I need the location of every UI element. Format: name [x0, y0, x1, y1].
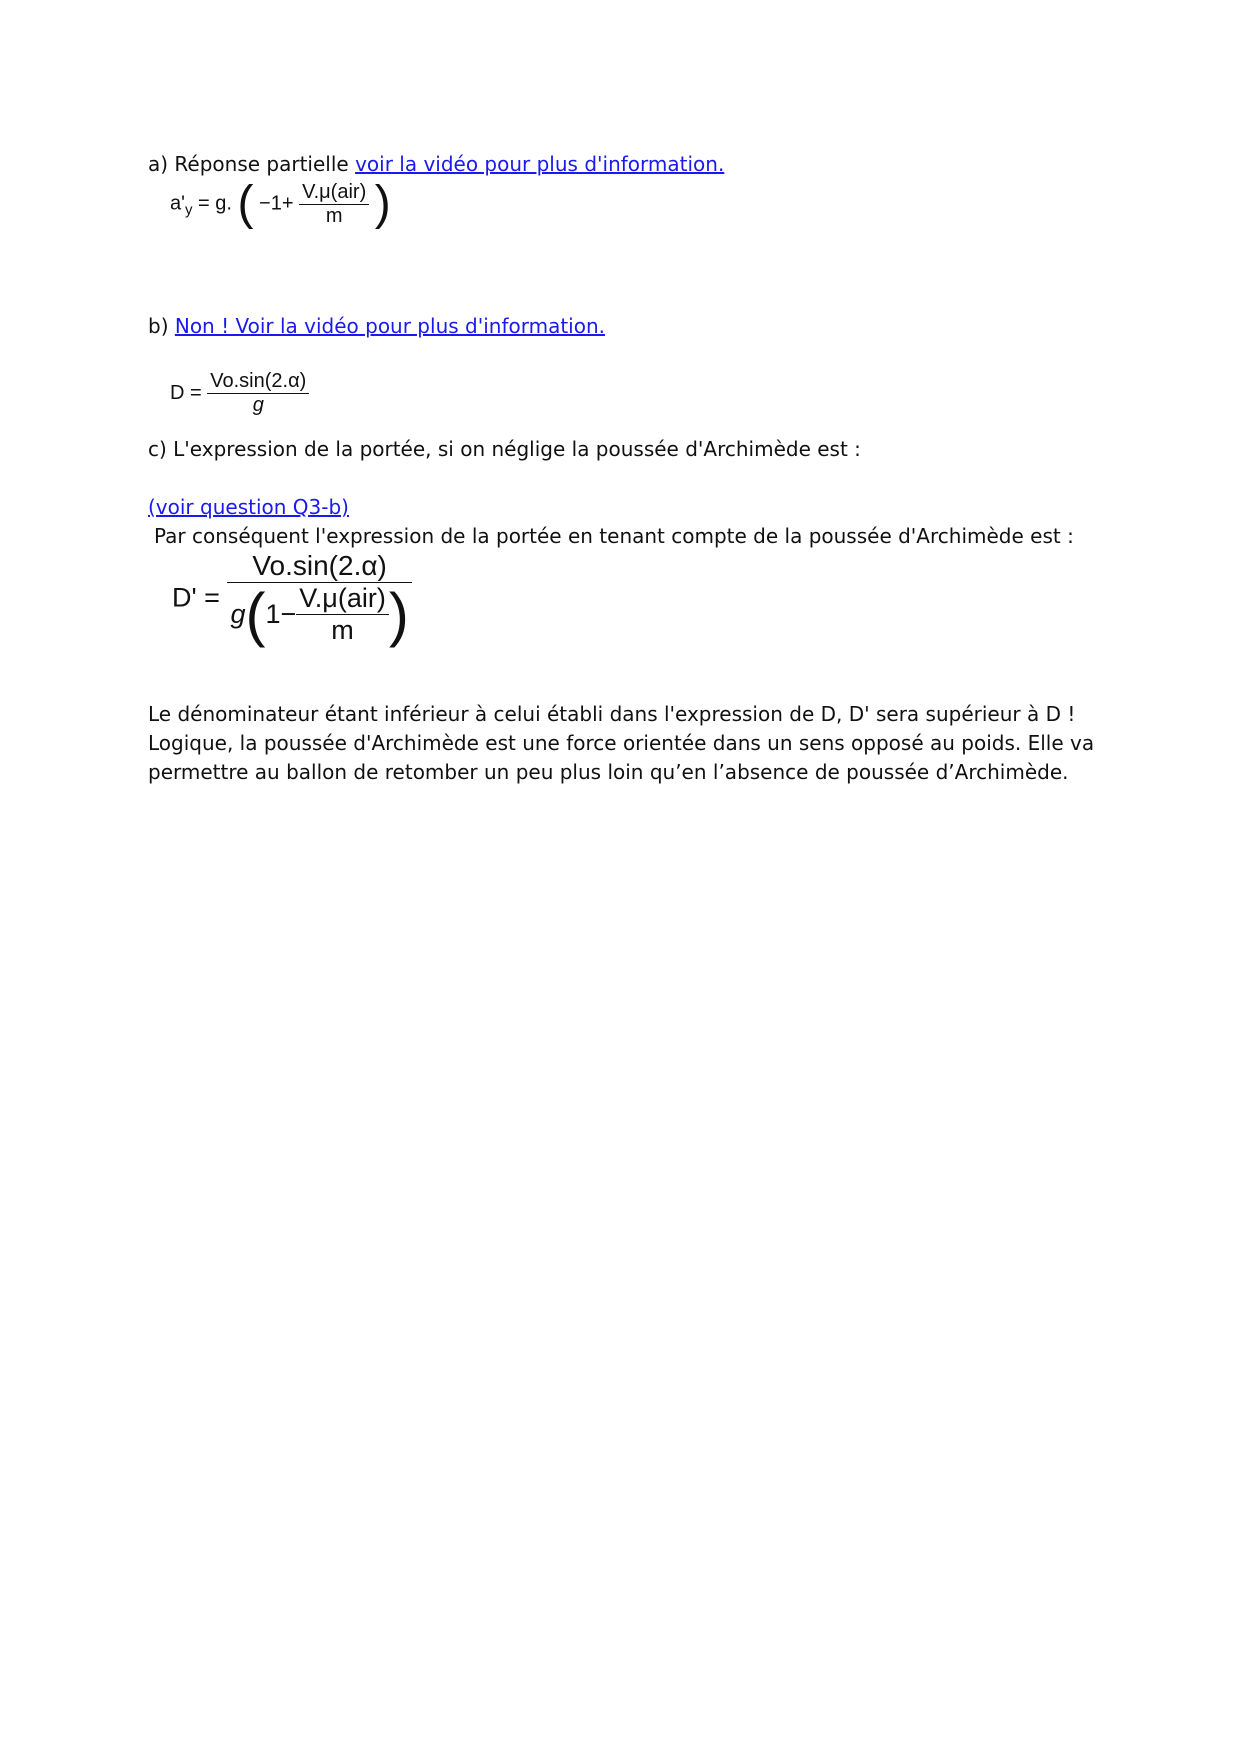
formula-b-fraction [207, 370, 309, 417]
formula-c-numerator: Vo.sin(2.α) [252, 550, 387, 581]
conclusion-line-2: Logique, la poussée d'Archimède est une force orientée dans un sens opposé au poids. Elle va [148, 731, 1095, 755]
left-paren: ( [245, 580, 266, 648]
formula-c-lhs: D' = [172, 582, 220, 613]
formula-b-denominator: g [252, 394, 264, 416]
formula-b-lhs: D = [170, 381, 202, 404]
formula-range [170, 370, 309, 417]
formula-a-subscript: y [184, 201, 193, 219]
formula-c-inner-fraction [296, 583, 389, 646]
formula-c-inner-denominator: m [331, 615, 354, 645]
conclusion-line-1: Le dénominateur étant inférieur à celui établi dans l'expression de D, D' sera supérieur à D ! [148, 702, 1076, 726]
section-c-line: c) L'expression de la portée, si on néglige la poussée d'Archimède est : [148, 437, 861, 461]
section-a-line [148, 152, 724, 176]
formula-range-archimedes [172, 550, 412, 646]
formula-a-denominator: m [325, 204, 343, 227]
formula-a-inner-prefix: −1+ [259, 192, 294, 215]
question-link-line [148, 495, 349, 519]
left-paren: ( [237, 177, 254, 230]
section-a-prefix: a) Réponse partielle [148, 152, 356, 176]
formula-c-denominator [227, 580, 411, 648]
formula-c-fraction [227, 550, 411, 646]
formula-a-eq: = g. [198, 192, 232, 215]
right-paren: ) [388, 580, 409, 648]
formula-c-den-inner-prefix: 1− [265, 599, 297, 629]
formula-acceleration [170, 177, 391, 230]
formula-b-numerator: Vo.sin(2.α) [210, 370, 307, 392]
right-paren: ) [374, 177, 391, 230]
formula-c-den-prefix: g [230, 599, 246, 629]
question-q3b-link[interactable]: (voir question Q3-b) [148, 495, 349, 519]
formula-a-lhs: a' [170, 192, 185, 215]
section-b-prefix: b) [148, 314, 175, 338]
section-c-line-2: Par conséquent l'expression de la portée en tenant compte de la poussée d'Archimède est : [154, 524, 1074, 548]
conclusion-line-3: permettre au ballon de retomber un peu plus loin qu’en l’absence de poussée d’Archimède. [148, 760, 1069, 784]
video-link-a[interactable]: voir la vidéo pour plus d'information. [355, 152, 725, 176]
formula-c-inner-numerator: V.μ(air) [299, 583, 386, 613]
conclusion-paragraph [148, 700, 1094, 787]
formula-a-numerator: V.μ(air) [302, 180, 367, 203]
video-link-b[interactable]: Non ! Voir la vidéo pour plus d'information. [174, 314, 605, 338]
formula-a-fraction [299, 181, 369, 228]
section-b-line [148, 314, 605, 338]
